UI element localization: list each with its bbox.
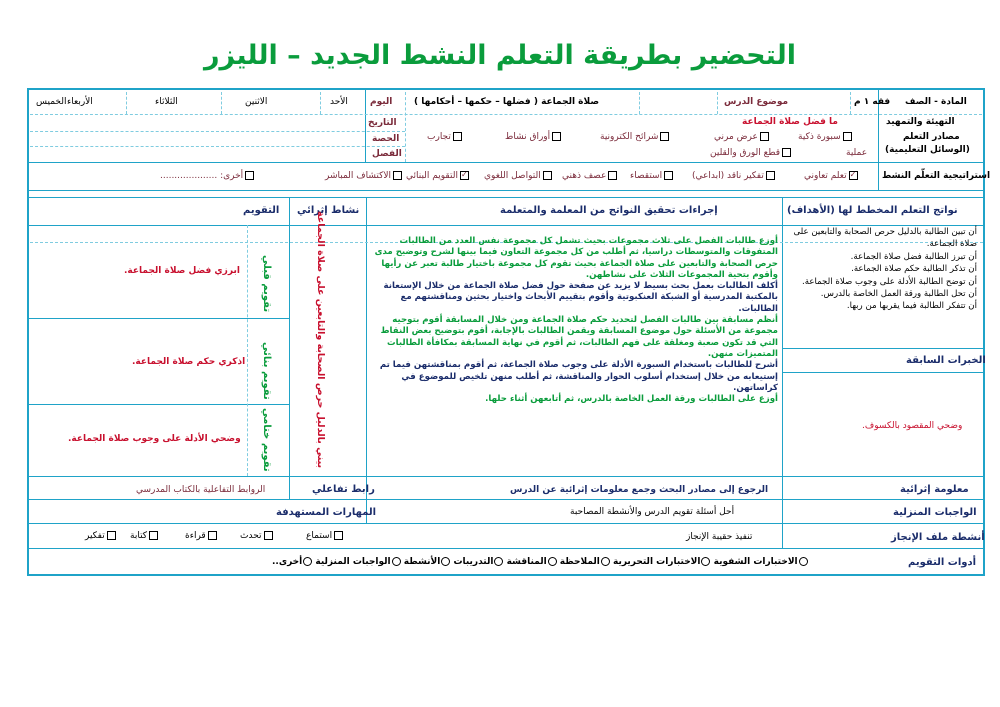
day-label: اليوم: [370, 97, 393, 107]
portfolio-value: تنفيذ حقيبة الإنجاز: [686, 532, 753, 542]
objective-item: أن تبرز الطالبة فضل صلاة الجماعة.: [850, 251, 977, 262]
day-thursday: الخميس: [36, 97, 67, 107]
date-label: التاريخ: [368, 118, 397, 128]
checkbox-checked-icon: [849, 171, 858, 180]
strategy-inquiry[interactable]: استقصاء: [630, 171, 673, 182]
period-label: الحصة: [372, 134, 400, 144]
procedure-step: أوزع على الطالبات ورقة العمل الخاصة بالدرس، ثم أتابعهن أثناء حلها.: [485, 394, 778, 405]
strategy-language[interactable]: التواصل اللغوي: [484, 171, 552, 182]
objective-item: أن تتفكر الطالبة فيما يقربها من ربها.: [846, 301, 977, 312]
skill-thinking[interactable]: تفكير: [85, 531, 116, 542]
objective-item: أن تحل الطالبة ورقة العمل الخاصة بالدرس.: [820, 289, 977, 300]
source-experiments[interactable]: تجارب: [427, 132, 462, 143]
day-sunday: الأحد: [330, 97, 348, 107]
day-tuesday: الثلاثاء: [155, 97, 178, 107]
tool-homework[interactable]: الواجبات المنزلية: [315, 557, 400, 567]
prior-value: وضحي المقصود بالكسوف.: [862, 421, 963, 431]
lesson-label: موضوع الدرس: [724, 97, 789, 107]
tools-label: أدوات التقويم: [908, 557, 977, 568]
source-visual[interactable]: عرض مرني: [714, 132, 769, 143]
source-paper-pens[interactable]: قطع الورق والقلين: [710, 148, 791, 159]
eval-text-final: وضحي الأدلة على وجوب صلاة الجماعة.: [68, 434, 241, 444]
strategies-label: استراتيجية التعلّم النشط: [882, 171, 991, 181]
objectives-header: نواتج التعلم المخطط لها (الأهداف): [787, 205, 958, 216]
enrich-value: الرجوع إلى مصادر البحث وجمع معلومات إثرائية عن الدرس: [510, 485, 769, 495]
day-monday: الاثنين: [245, 97, 268, 107]
eval-type-pre: تقويم قبلي: [261, 254, 272, 312]
page-title: التحضير بطريقة التعلم النشط الجديد – الليزر: [204, 40, 796, 71]
tool-observation[interactable]: الملاحظة: [560, 557, 610, 567]
procedure-step: أوزع طالبات الفصل على ثلاث مجموعات بحيث تشمل كل مجموعة نفس العدد من الطالبات المتفوقات والمتوسطات دراسيا، ثم أطلب من كل مجموعة التعاون فيما بينها لشرح وتوضيح مدى حرص الصحابة والتابعين على صلاة الجماعة بحيث تقوم كل مجموعة باختيار طالبة تعبر عن رأيها وأقوم بتحية المجموعات الثلاث على نشاطهن.: [374, 236, 778, 280]
skill-listening[interactable]: استماع: [306, 531, 343, 542]
checkbox-checked-icon: [460, 171, 469, 180]
tool-discussion[interactable]: المناقشة: [507, 557, 557, 567]
strategy-brainstorm[interactable]: عصف ذهني: [562, 171, 617, 182]
lesson-value: صلاة الجماعة ( فضلها – حكمها – أحكامها ): [414, 97, 600, 107]
homework-value: أحل أسئلة تقويم الدرس والأنشطة المصاحبة: [570, 507, 735, 517]
day-wednesday: الأربعاء: [67, 97, 93, 107]
strategy-critical-thinking[interactable]: تفكير ناقد (ابداعي): [692, 171, 775, 182]
objective-item: أن توضح الطالبة الأدلة على وجوب صلاة الجماعة.: [802, 276, 977, 287]
link-label: رابط تفاعلي: [312, 484, 375, 495]
intro-label: التهيئة والتمهيد: [886, 117, 955, 127]
prior-label: الخبرات السابقة: [906, 355, 986, 366]
source-slides[interactable]: شرائح الكترونية: [600, 132, 669, 143]
eval-type-formative: تقويم بنائي: [261, 342, 272, 400]
source-activity-sheets[interactable]: أوراق نشاط: [505, 132, 561, 143]
eval-type-final: تقويم ختامي: [261, 408, 272, 472]
sources-label-2: (الوسائل التعليمية): [885, 145, 970, 155]
procedures-header: إجراءات تحقيق النواتج من المعلمة والمتعلمة: [500, 205, 718, 216]
procedure-step: أكلف الطالبات بعمل بحث بسيط لا يزيد عن صفحة حول فضل صلاة الجماعة من خلال الإستعانة بالمكتبة المدرسية أو الشبكة العنكبوتية وأقوم بتقييم الأبحاث واختيار بحثين ومناقشتهم مع الطالبات.: [383, 281, 778, 314]
tools-list: [272, 557, 808, 568]
strategy-discovery[interactable]: الاكتشاف المباشر: [325, 171, 402, 182]
procedures-text: [370, 236, 778, 405]
portfolio-label: أنشطة ملف الإنجاز: [891, 532, 985, 543]
tool-oral[interactable]: الاختبارات الشفوية: [714, 557, 808, 567]
strategy-cooperative[interactable]: ✓تعلم تعاوني: [804, 171, 858, 182]
tool-written[interactable]: الاختبارات التحريرية: [613, 557, 710, 567]
sources-label-1: مصادر التعلم: [903, 132, 960, 142]
skill-reading[interactable]: قراءة: [185, 531, 217, 542]
link-value: الروابط التفاعلية بالكتاب المدرسي: [136, 485, 266, 495]
tool-other[interactable]: أخرى..: [272, 557, 312, 567]
objective-item: أن تذكر الطالبة حكم صلاة الجماعة.: [851, 264, 977, 275]
subject-label: المادة - الصف: [905, 97, 967, 107]
skill-speaking[interactable]: تحدث: [240, 531, 273, 542]
source-practical: عملية: [846, 148, 868, 158]
source-smartboard[interactable]: سبورة ذكية: [798, 132, 852, 143]
activity-text: بيني بالدليل حرص الصحابة والتابعين على صلاة الجماعة: [315, 210, 326, 468]
evaluation-header: التقويم: [243, 205, 280, 216]
intro-value: ما فضل صلاة الجماعة: [742, 117, 838, 127]
skill-writing[interactable]: كتابة: [130, 531, 158, 542]
class-label: الفصل: [372, 149, 402, 159]
activity-header: نشاط إثرائي: [297, 205, 360, 216]
strategy-formative[interactable]: ✓التقويم البنائي: [406, 171, 469, 182]
procedure-step: أشرح للطالبات باستخدام السبورة الأدلة على وجوب صلاة الجماعة، ثم أقوم بمناقشتهن فيما تم إستيعابه من خلال إستخدام أسلوب الحوار والمناقشة، ثم أطلب منهن تلخيص للموضوع في كراساتهن.: [379, 360, 778, 393]
strategy-other[interactable]: أخرى: ....................: [160, 171, 254, 182]
objective-item: أن تبين الطالبة بالدليل حرص الصحابة والتابعين على صلاة الجماعة.: [793, 227, 977, 250]
objectives-list: [792, 226, 977, 313]
tool-exercises[interactable]: التدريبات: [453, 557, 503, 567]
procedure-step: أنظم مسابقة بين طالبات الفصل لتحديد حكم صلاة الجماعة ومن خلال المسابقة أقوم بتوجيه مجموعة من الأسئلة حول موضوع المسابقة ويقمن الطالبات بالإجابة، أقوم بتوضيح بعض النقاط التي قد تكون صعبة ومغلقة على فهم الطالبات، ثم أقوم في نهاية المسابقة بمكافأة الطالبات المتميزات منهن.: [380, 315, 778, 359]
enrich-label: معلومة إثرائية: [900, 484, 969, 495]
homework-label: الواجبات المنزلية: [893, 507, 977, 518]
eval-text-formative: اذكري حكم صلاة الجماعة.: [132, 357, 246, 367]
tool-activities[interactable]: الأنشطة: [404, 557, 451, 567]
skills-label: المهارات المستهدفة: [276, 507, 377, 518]
subject-value: فقه ١ م: [854, 97, 891, 107]
eval-text-pre: ابرزي فضل صلاة الجماعة.: [124, 266, 240, 276]
